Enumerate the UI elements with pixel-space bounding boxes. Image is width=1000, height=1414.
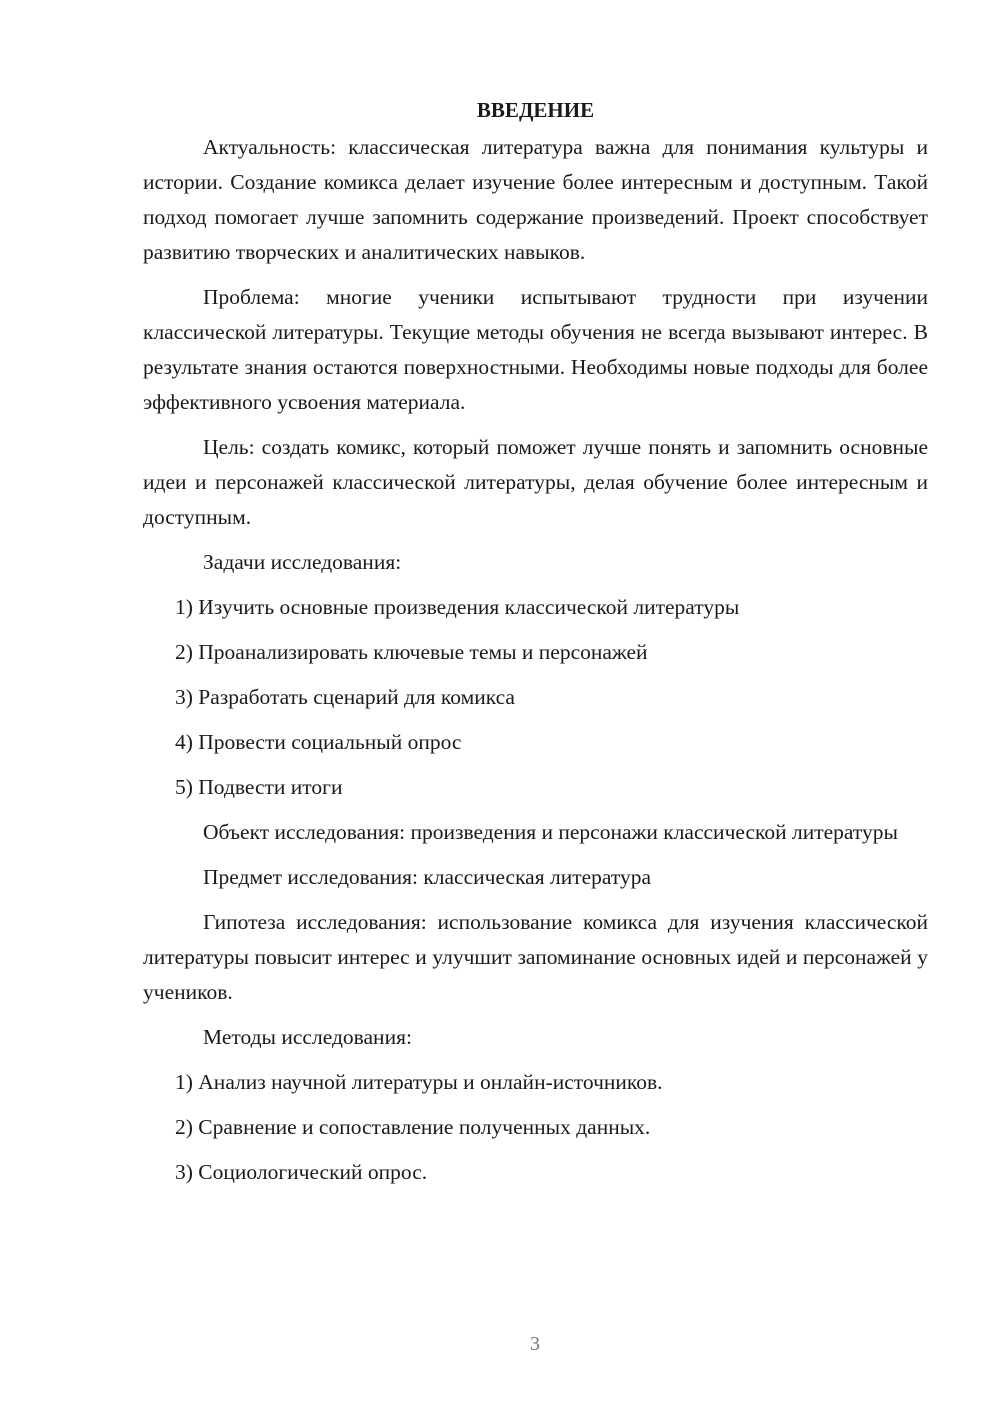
goal-paragraph: Цель: создать комикс, который поможет лучше понять и запомнить основные идеи и персонажей классической литературы, делая обучение более интересным и доступным. <box>143 435 928 529</box>
subject-paragraph: Предмет исследования: классическая литература <box>203 865 652 889</box>
object-paragraph: Объект исследования: произведения и персонажи классической литературы <box>203 820 898 844</box>
page-title: ВВЕДЕНИЕ <box>476 98 595 122</box>
document-page <box>143 92 928 1200</box>
method-item: 3) Социологический опрос. <box>175 1160 428 1184</box>
task-item: 3) Разработать сценарий для комикса <box>175 685 515 709</box>
task-item: 4) Провести социальный опрос <box>175 730 462 754</box>
hypothesis-paragraph: Гипотеза исследования: использование комикса для изучения классической литературы повысит интерес и улучшит запоминание основных идей и персонажей у учеников. <box>143 910 928 1004</box>
relevance-paragraph: Актуальность: классическая литература важна для понимания культуры и истории. Создание комикса делает изучение более интересным и доступным. Такой подход помогает лучше запомнить содержание произведений. Проект способствует развитию творческих и аналитических навыков. <box>143 135 928 264</box>
tasks-title: Задачи исследования: <box>203 550 402 574</box>
task-item: 1) Изучить основные произведения классической литературы <box>175 595 740 619</box>
method-item: 2) Сравнение и сопоставление полученных данных. <box>175 1115 651 1139</box>
method-item: 1) Анализ научной литературы и онлайн-источников. <box>175 1070 663 1094</box>
task-item: 2) Проанализировать ключевые темы и персонажей <box>175 640 648 664</box>
task-item: 5) Подвести итоги <box>175 775 343 799</box>
problem-paragraph: Проблема: многие ученики испытывают трудности при изучении классической литературы. Текущие методы обучения не всегда вызывают интерес. В результате знания остаются поверхностными. Необходимы новые подходы для более эффективного усвоения материала. <box>143 285 928 414</box>
methods-title: Методы исследования: <box>203 1025 412 1049</box>
page-number: 3 <box>530 1333 540 1355</box>
